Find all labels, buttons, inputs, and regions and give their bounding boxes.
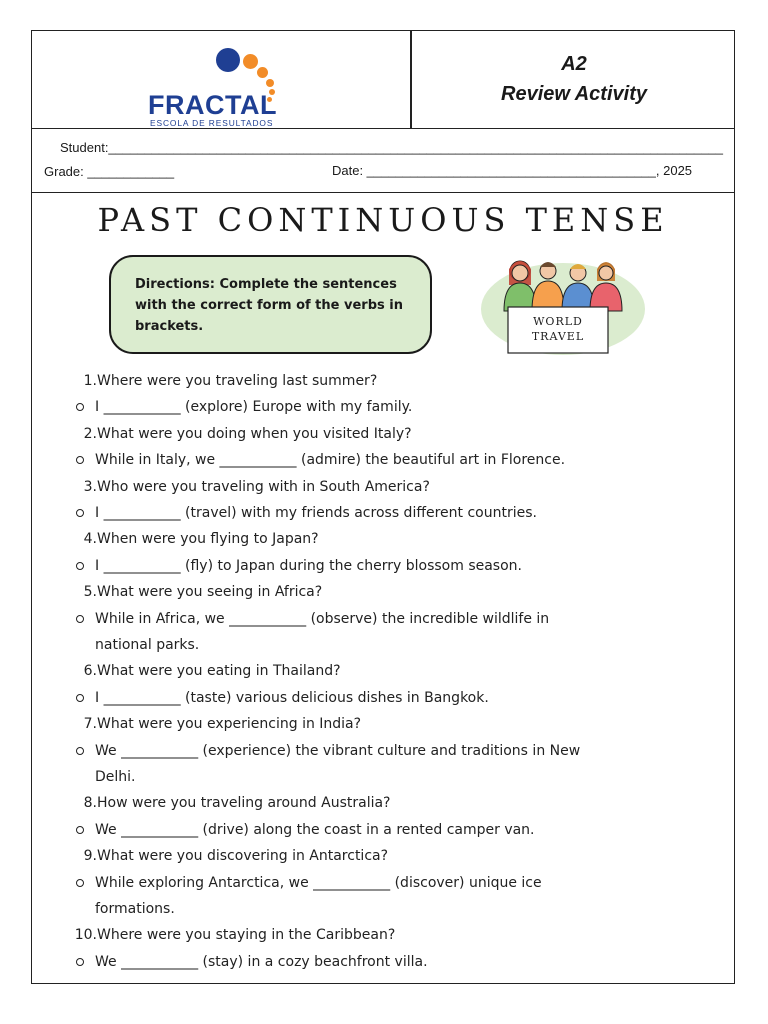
question-item bbox=[69, 716, 361, 732]
question-item bbox=[69, 848, 388, 864]
answer-line bbox=[95, 611, 549, 627]
world-travel-illustration bbox=[478, 249, 648, 359]
question-number: 10. bbox=[74, 927, 97, 944]
student-field[interactable]: Student:_____________________________________________________________________________________ bbox=[60, 140, 723, 155]
question-item bbox=[69, 795, 391, 811]
date-field[interactable]: Date: ________________________________________, 2025 bbox=[332, 163, 693, 178]
activity-label: Review Activity bbox=[501, 83, 647, 105]
sign-line-2: TRAVEL bbox=[531, 330, 585, 343]
travelers-icon bbox=[478, 249, 648, 359]
header bbox=[32, 31, 734, 129]
question-text: Where were you traveling last summer? bbox=[97, 373, 378, 389]
question-number: 4. bbox=[83, 531, 97, 548]
answer-line bbox=[95, 954, 428, 970]
question-number: 6. bbox=[83, 663, 97, 680]
question-number: 2. bbox=[83, 425, 97, 442]
answer-line bbox=[95, 505, 537, 521]
question-number: 3. bbox=[83, 478, 97, 495]
question-number: 1. bbox=[83, 373, 97, 389]
question-item bbox=[69, 584, 322, 600]
question-item bbox=[69, 426, 412, 442]
answer-text[interactable]: I ___________ (taste) various delicious dishes in Bangkok. bbox=[95, 689, 489, 706]
grade-field[interactable]: Grade: ____________ bbox=[44, 164, 175, 179]
answer-text[interactable]: We ___________ (stay) in a cozy beachfront villa. bbox=[95, 953, 428, 970]
answer-line bbox=[95, 452, 565, 468]
bullet-icon bbox=[76, 879, 84, 887]
question-text: What were you experiencing in India? bbox=[97, 716, 362, 733]
student-info bbox=[32, 128, 734, 193]
question-text: Who were you traveling with in South America? bbox=[97, 478, 430, 495]
answer-continuation bbox=[95, 637, 199, 653]
bullet-icon bbox=[76, 958, 84, 966]
question-text: Where were you staying in the Caribbean? bbox=[97, 927, 396, 944]
answer-text[interactable]: While in Italy, we ___________ (admire) the beautiful art in Florence. bbox=[95, 452, 566, 469]
sign-line-1: WORLD bbox=[533, 315, 583, 328]
question-text: How were you traveling around Australia? bbox=[97, 795, 391, 812]
bullet-icon bbox=[76, 826, 84, 834]
question-text: When were you flying to Japan? bbox=[97, 531, 319, 548]
logo-dot-orange-3 bbox=[266, 79, 274, 87]
answer-line bbox=[95, 743, 580, 759]
logo-dot-blue bbox=[216, 48, 240, 72]
question-item bbox=[69, 479, 430, 495]
question-item bbox=[69, 531, 319, 547]
bullet-icon bbox=[76, 615, 84, 623]
question-text: What were you eating in Thailand? bbox=[97, 663, 341, 680]
answer-line bbox=[95, 399, 412, 415]
answer-text[interactable]: Delhi. bbox=[95, 769, 136, 785]
question-number: 9. bbox=[83, 848, 97, 865]
answer-text[interactable]: I ___________ (fly) to Japan during the cherry blossom season. bbox=[95, 557, 522, 574]
answer-text[interactable]: We ___________ (experience) the vibrant culture and traditions in New bbox=[95, 742, 581, 759]
question-number: 8. bbox=[83, 795, 97, 812]
answer-continuation bbox=[95, 769, 136, 785]
answer-text[interactable]: We ___________ (drive) along the coast in a rented camper van. bbox=[95, 821, 535, 838]
bullet-icon bbox=[76, 562, 84, 570]
answer-line bbox=[95, 875, 542, 891]
question-number: 5. bbox=[83, 584, 97, 601]
page-title: PAST CONTINUOUS TENSE bbox=[97, 201, 669, 239]
question-text: What were you doing when you visited Italy? bbox=[97, 425, 412, 442]
header-divider bbox=[410, 31, 412, 128]
question-item bbox=[69, 373, 377, 389]
question-number: 7. bbox=[83, 716, 97, 733]
answer-text[interactable]: I ___________ (travel) with my friends across different countries. bbox=[95, 505, 537, 521]
bullet-icon bbox=[76, 747, 84, 755]
answer-line bbox=[95, 690, 489, 706]
question-text: What were you discovering in Antarctica? bbox=[97, 848, 389, 865]
directions-box: Directions: Complete the sentences with the correct form of the verbs in brackets. bbox=[109, 255, 432, 354]
bullet-icon bbox=[76, 694, 84, 702]
fractal-logo bbox=[148, 45, 284, 127]
question-item bbox=[69, 927, 395, 943]
question-item bbox=[69, 663, 341, 679]
answer-text[interactable]: While exploring Antarctica, we ___________ (discover) unique ice bbox=[95, 874, 542, 891]
answer-text[interactable]: While in Africa, we ___________ (observe) the incredible wildlife in bbox=[95, 610, 550, 627]
bullet-icon bbox=[76, 509, 84, 517]
answer-text[interactable]: formations. bbox=[95, 901, 175, 917]
answer-line bbox=[95, 822, 535, 838]
logo-dot-orange-2 bbox=[257, 67, 268, 78]
level-label: A2 bbox=[561, 53, 587, 75]
answer-text[interactable]: national parks. bbox=[95, 637, 200, 653]
answer-text[interactable]: I ___________ (explore) Europe with my family. bbox=[95, 399, 413, 416]
answer-continuation bbox=[95, 901, 175, 917]
logo-tagline: ESCOLA DE RESULTADOS bbox=[150, 118, 274, 128]
question-text: What were you seeing in Africa? bbox=[97, 584, 323, 601]
logo-dot-orange-1 bbox=[243, 54, 258, 69]
answer-line bbox=[95, 558, 522, 574]
logo-wordmark: FRACTAL bbox=[148, 90, 277, 120]
